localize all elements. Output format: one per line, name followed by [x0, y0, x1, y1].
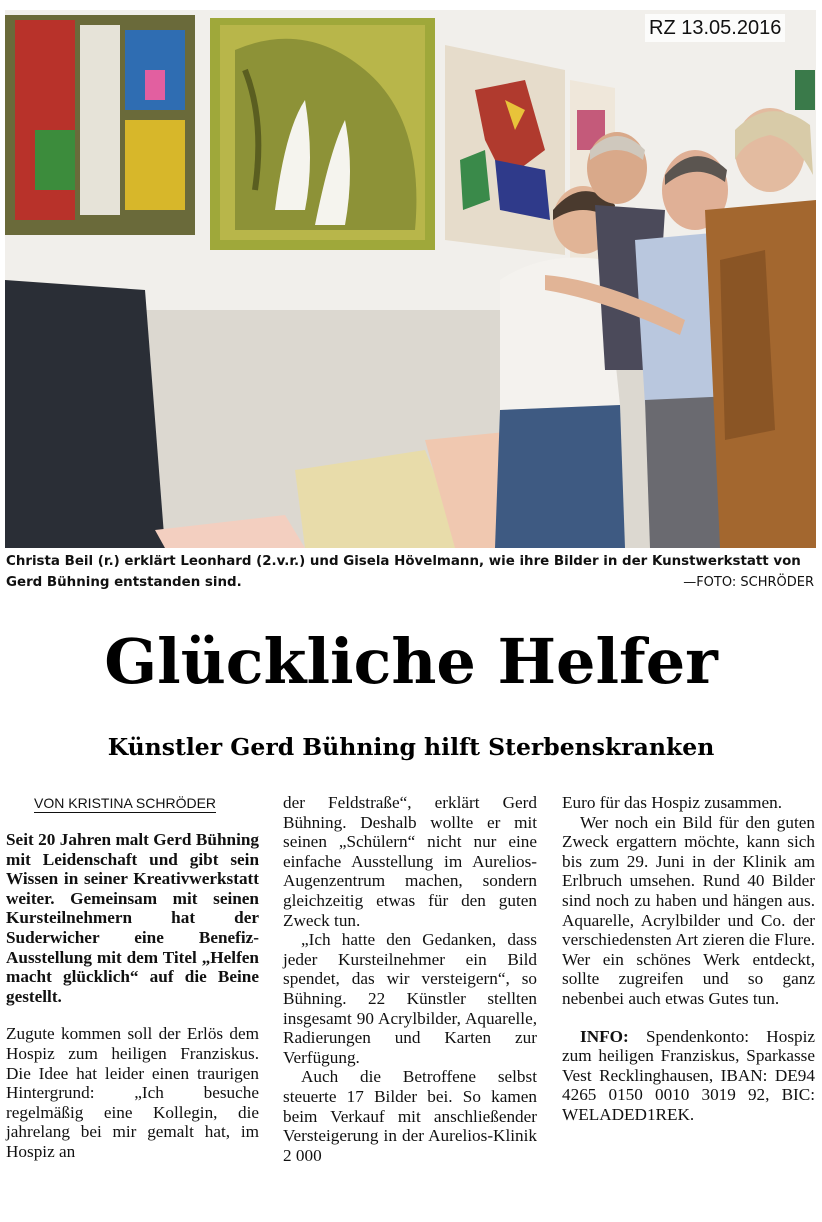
article-photo [5, 10, 816, 548]
headline: Glückliche Helfer [104, 625, 718, 698]
date-stamp: RZ 13.05.2016 [645, 14, 785, 42]
info-box [562, 1027, 815, 1125]
info-text: Spendenkonto: Hospiz zum heiligen Franziskus, Sparkasse Vest Recklinghausen, IBAN: DE94 4265 0150 0010 3019 92, BIC: WELADED1REK. [562, 1026, 816, 1124]
body-paragraph: Auch die Betroffene selbst steuerte 17 Bilder bei. So kamen beim Verkauf mit anschließender Versteigerung in der Aurelios-Klinik 2 000 [283, 1067, 537, 1165]
photo-credit: —FOTO: SCHRÖDER [683, 575, 814, 590]
photo-caption [6, 551, 816, 593]
article-column-2 [283, 793, 537, 1165]
lead-paragraph: Seit 20 Jahren malt Gerd Bühning mit Leidenschaft und gibt sein Wissen in seiner Kreativwerkstatt weiter. Gemeinsam mit seinen Kursteilnehmern hat der Suderwicher eine Benefiz-Ausstellung mit dem Titel „Helfen macht glücklich“ auf die Beine gestellt. [6, 830, 259, 1006]
byline: VON KRISTINA SCHRÖDER [34, 795, 217, 811]
body-paragraph: Wer noch ein Bild für den guten Zweck ergattern möchte, kann sich bis zum 29. Juni in der Klinik am Erlbruch umsehen. Rund 40 Bilder sind noch zu haben und hängen aus. Aquarelle, Acrylbilder und Co. der verschiedensten Art zieren die Flure. Wer ein schönes Werk entdeckt, sollte zugreifen und so ganz nebenbei auch etwas Gutes tun. [562, 812, 815, 1008]
subheadline: Künstler Gerd Bühning hilft Sterbenskranken [107, 733, 715, 761]
article-column-1 [6, 830, 259, 1162]
body-paragraph: der Feldstraße“, erklärt Gerd Bühning. Deshalb wollte er mit seinen „Schülern“ nicht nur eine einfache Ausstellung im Aurelios-Augenzentrum machen, sondern gleichzeitig etwas für den guten Zweck tun. [283, 793, 537, 930]
body-paragraph: „Ich hatte den Gedanken, dass jeder Kursteilnehmer ein Bild spendet, das wir versteigern“, so Bühning. 22 Künstler stellten insgesamt 90 Acrylbilder, Aquarelle, Radierungen und Karten zur Verfügung. [283, 930, 537, 1067]
article-column-3 [562, 793, 815, 1125]
body-paragraph: Zugute kommen soll der Erlös dem Hospiz zum heiligen Franziskus. Die Idee hat leider einen traurigen Hintergrund: „Ich besuche regelmäßig eine Kollegin, die jahrelang bei mir gemalt hat, im Hospiz an [6, 1024, 259, 1161]
info-label: INFO: [580, 1026, 629, 1046]
body-paragraph: Euro für das Hospiz zusammen. [562, 793, 783, 812]
caption-text: Christa Beil (r.) erklärt Leonhard (2.v.r.) und Gisela Hövelmann, wie ihre Bilder in der Kunstwerkstatt von Gerd Bühning entstanden sind. [6, 554, 801, 590]
